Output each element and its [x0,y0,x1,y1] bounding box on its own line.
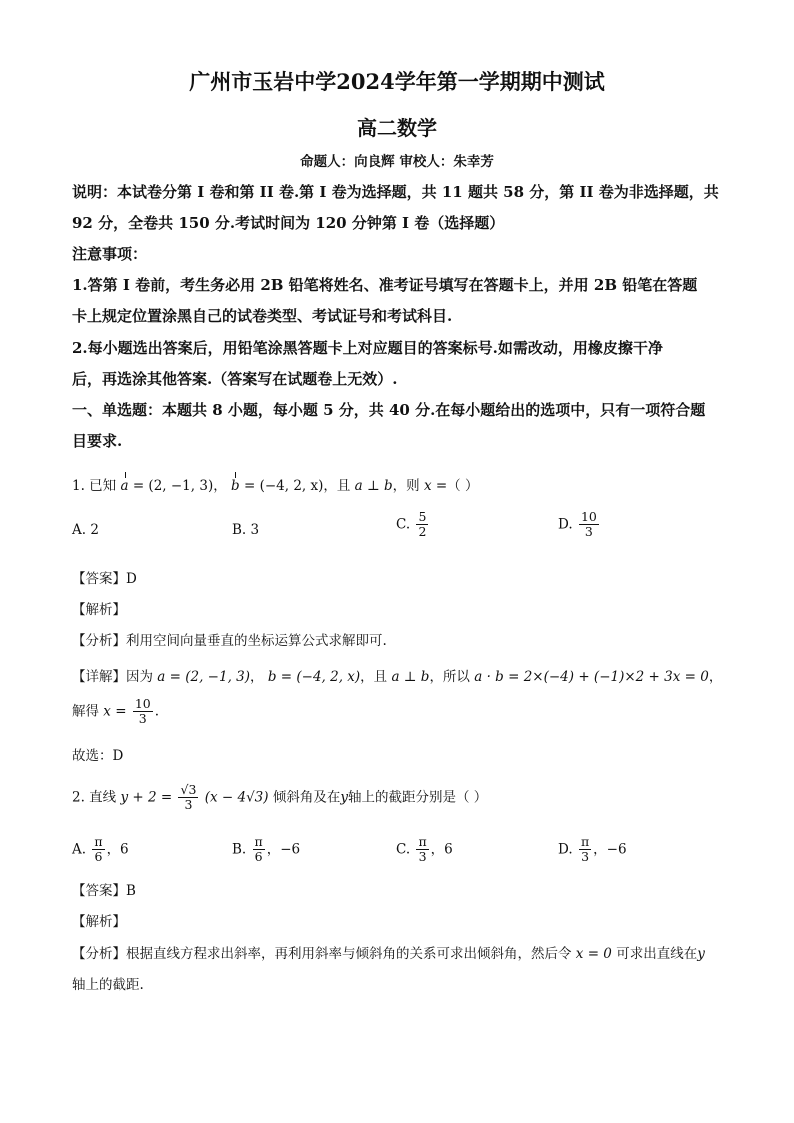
notice-2-line-1: 2.每小题选出答案后，用铅笔涂黑答题卡上对应题目的答案标号.如需改动，用橡皮擦干净 [72,339,663,357]
q1-prefix: 1. 已知 [72,478,117,494]
q1-condition: ，且 [323,478,351,494]
page-title: 广州市玉岩中学2024学年第一学期期中测试 [189,69,605,94]
q2-option-c-tail: ，6 [430,841,453,858]
detail-vector-b: b = (−4, 2, x) [267,669,361,685]
detail-cond: ，且 [360,669,388,685]
q2-option-a-tail: ，6 [106,841,129,858]
q1-solve [72,697,159,727]
q2-y-var: y [340,789,348,806]
question-1-stem: 1. 已知 a = (2, −1, 3)， b = (−4, 2, x)，且 a ⊥ b，则 x =（ ） [72,478,479,494]
q1-option-d-label: D. [558,516,573,533]
q2-analysis-tag: 【解析】 [72,914,126,930]
q1-option-d [558,510,601,540]
section-heading-line-1: 一、单选题：本题共 8 小题，每小题 5 分，共 40 分.在每小题给出的选项中，只有一项符合题 [72,401,706,419]
q2-option-d-fraction [579,835,591,865]
q2-fenxi-y: y [697,946,705,962]
q1-x-eq: x = [423,478,448,494]
q2-option-d [558,835,627,865]
solve-end: . [154,703,160,720]
q1-answer: 【答案】D [72,571,137,587]
q2-fenxi-text: 【分析】根据直线方程求出斜率，再利用斜率与倾斜角的关系可求出倾斜角，然后令 [72,946,572,962]
q1-option-c-label: C. [396,516,411,533]
detail-vector-a: a = (2, −1, 3) [157,669,251,685]
vector-a-value: = (2, −1, 3) [132,478,214,494]
q1-detail: 【详解】因为 a = (2, −1, 3)， b = (−4, 2, x)，且 a ⊥ b，所以 a · b = 2×(−4) + (−1)×2 + 3x = 0， [72,669,723,685]
frac-num: π [94,834,103,849]
q1-option-c-fraction [416,510,428,540]
q1-fenxi: 【分析】利用空间向量垂直的坐标运算公式求解即可. [72,633,387,649]
detail-equation: a · b = 2×(−4) + (−1)×2 + 3x = 0 [474,669,709,685]
frac-num: π [418,834,427,849]
q2-eq-left: y + 2 = [120,789,173,806]
q1-option-a: A. 2 [72,522,99,538]
q2-stem-end: 轴上的截距分别是（ ） [347,789,488,806]
q2-option-d-label: D. [558,841,573,858]
q1-perp: a ⊥ b [354,478,393,494]
notice-1-line-1: 1.答第 I 卷前，考生务必用 2B 铅笔将姓名、准考证号填写在答题卡上，并用 2B 铅笔在答题 [72,276,698,294]
q2-answer: 【答案】B [72,883,136,899]
section-heading-line-2: 目要求. [72,432,123,450]
q2-fenxi-x0: x = 0 [575,946,612,962]
q2-option-d-tail: ，−6 [593,841,627,858]
frac-num: 5 [418,509,427,524]
q2-fenxi-line-2: 轴上的截距. [72,977,144,993]
q2-option-b-fraction [253,835,265,865]
q2-option-b-label: B. [232,841,247,858]
frac-den: 2 [418,524,427,540]
frac-den: 3 [579,524,599,539]
q1-analysis-tag: 【解析】 [72,602,126,618]
notice-2-line-2: 后，再选涂其他答案.（答案写在试题卷上无效）. [72,370,398,388]
frac-num: 10 [580,509,597,524]
q2-fenxi-line-1 [72,942,705,962]
solve-prefix: 解得 [72,703,99,720]
q2-option-b-tail: ，−6 [266,841,301,858]
solve-x: x = [103,703,127,720]
frac-num: 10 [134,696,151,711]
question-2-stem [72,783,487,813]
frac-den: 6 [92,849,104,864]
q2-stem-mid: 倾斜角及在 [272,789,341,806]
q1-ask: ，则 [392,478,420,494]
frac-num: π [580,834,590,849]
frac-den: 3 [416,849,428,864]
q2-option-a [72,835,129,865]
detail-perp: a ⊥ b [391,669,430,685]
notice-1-line-2: 卡上规定位置涂黑自己的试卷类型、考试证号和考试科目. [72,307,453,325]
q2-prefix: 2. 直线 [72,789,117,806]
subject-title: 高二数学 [357,116,437,140]
intro-line-2: 92 分，全卷共 150 分.考试时间为 120 分钟第 I 卷（选择题） [72,214,505,232]
authors-line: 命题人：向良辉 审校人：朱幸芳 [300,154,494,170]
q1-option-d-fraction [579,510,599,540]
frac-num: π [254,834,263,849]
q1-option-c [396,510,430,540]
frac-den: 3 [579,849,591,864]
solve-fraction [133,697,153,727]
q2-eq-fraction [178,783,198,813]
frac-den: 6 [253,849,265,864]
detail-end: ， [708,669,723,685]
q1-option-b: B. 3 [232,522,260,538]
q1-choice: 故选：D [72,748,124,764]
q2-eq-right: (x − 4√3) [204,789,269,806]
frac-num: √3 [180,782,197,797]
detail-prefix: 【详解】因为 [72,669,153,685]
q2-option-b [232,835,300,865]
frac-den: 3 [133,711,153,726]
q2-option-c-label: C. [396,841,411,858]
vector-b-value: = (−4, 2, x) [243,478,324,494]
notice-title: 注意事项： [72,245,148,263]
q2-option-a-label: A. [72,841,87,858]
q2-option-c [396,835,453,865]
q2-option-a-fraction [92,835,104,865]
q1-paren: （ ） [447,478,479,494]
detail-so: ，所以 [429,669,470,685]
vector-b: b [231,478,240,494]
frac-den: 3 [178,797,198,812]
q2-fenxi-after: 可求出直线在 [616,946,698,962]
q2-option-c-fraction [416,835,428,865]
vector-a: a [120,478,129,494]
intro-line-1: 说明：本试卷分第 I 卷和第 II 卷.第 I 卷为选择题，共 11 题共 58 分，第 II 卷为非选择题，共 [72,183,719,201]
